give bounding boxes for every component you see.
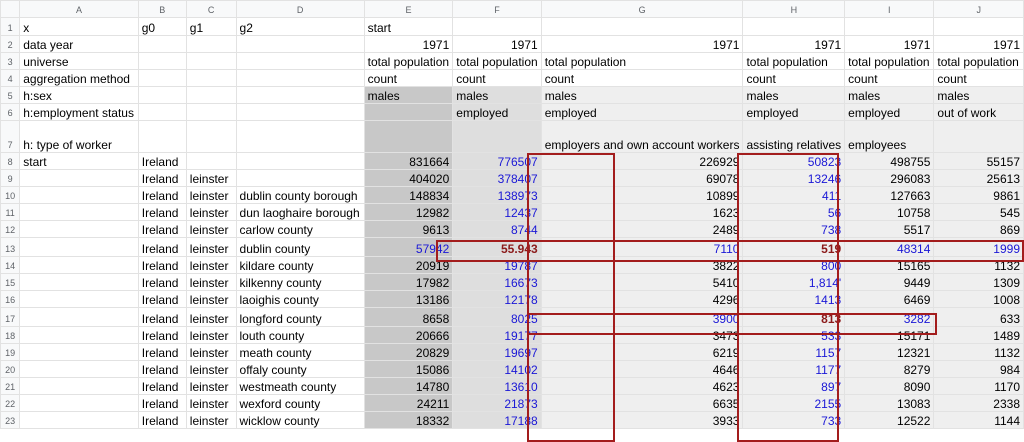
cell-i8[interactable]: 498755 xyxy=(845,153,934,170)
cell-a18[interactable] xyxy=(20,327,139,344)
cell-h16[interactable]: 1413 xyxy=(743,291,845,308)
cell-j6[interactable]: out of work xyxy=(934,104,1024,121)
cell-f19[interactable]: 19697 xyxy=(453,344,541,361)
cell-d21[interactable]: westmeath county xyxy=(236,378,364,395)
cell-g23[interactable]: 3933 xyxy=(541,412,743,429)
cell-h11[interactable]: 56 xyxy=(743,204,845,221)
cell-c11[interactable]: leinster xyxy=(186,204,236,221)
cell-g11[interactable]: 1623 xyxy=(541,204,743,221)
cell-a16[interactable] xyxy=(20,291,139,308)
cell-g10[interactable]: 10899 xyxy=(541,187,743,204)
cell-g8[interactable]: 226929 xyxy=(541,153,743,170)
cell-j2[interactable]: 1971 xyxy=(934,36,1024,53)
cell-b22[interactable]: Ireland xyxy=(138,395,186,412)
cell-g9[interactable]: 69078 xyxy=(541,170,743,187)
cell-c13[interactable]: leinster xyxy=(186,238,236,257)
cell-b9[interactable]: Ireland xyxy=(138,170,186,187)
cell-c23[interactable]: leinster xyxy=(186,412,236,429)
cell-c16[interactable]: leinster xyxy=(186,291,236,308)
cell-c7[interactable] xyxy=(186,121,236,153)
cell-d2[interactable] xyxy=(236,36,364,53)
cell-g22[interactable]: 6635 xyxy=(541,395,743,412)
cell-h2[interactable]: 1971 xyxy=(743,36,845,53)
cell-i18[interactable]: 15171 xyxy=(845,327,934,344)
cell-b3[interactable] xyxy=(138,53,186,70)
cell-b10[interactable]: Ireland xyxy=(138,187,186,204)
select-all-corner[interactable] xyxy=(1,1,20,18)
cell-j12[interactable]: 869 xyxy=(934,221,1024,238)
cell-b18[interactable]: Ireland xyxy=(138,327,186,344)
cell-c2[interactable] xyxy=(186,36,236,53)
row-header-15[interactable]: 15 xyxy=(1,274,20,291)
cell-i16[interactable]: 6469 xyxy=(845,291,934,308)
cell-f23[interactable]: 17188 xyxy=(453,412,541,429)
cell-a7[interactable]: h: type of worker xyxy=(20,121,139,153)
cell-d18[interactable]: louth county xyxy=(236,327,364,344)
cell-a21[interactable] xyxy=(20,378,139,395)
cell-e3[interactable]: total population xyxy=(364,53,453,70)
cell-d17[interactable]: longford county xyxy=(236,308,364,327)
cell-i12[interactable]: 5517 xyxy=(845,221,934,238)
cell-e5[interactable]: males xyxy=(364,87,453,104)
sheet-row-3 xyxy=(1,53,1024,70)
cell-b4[interactable] xyxy=(138,70,186,87)
sheet-row-5 xyxy=(1,87,1024,104)
cell-f9[interactable]: 378407 xyxy=(453,170,541,187)
cell-i2[interactable]: 1971 xyxy=(845,36,934,53)
cell-e18[interactable]: 20666 xyxy=(364,327,453,344)
cell-i11[interactable]: 10758 xyxy=(845,204,934,221)
cell-e19[interactable]: 20829 xyxy=(364,344,453,361)
cell-f3[interactable]: total population xyxy=(453,53,541,70)
cell-b17[interactable]: Ireland xyxy=(138,308,186,327)
column-header-i[interactable]: I xyxy=(845,1,934,18)
cell-d11[interactable]: dun laoghaire borough xyxy=(236,204,364,221)
cell-d15[interactable]: kilkenny county xyxy=(236,274,364,291)
cell-a4[interactable]: aggregation method xyxy=(20,70,139,87)
cell-h13[interactable]: 519 xyxy=(743,238,845,257)
cell-a6[interactable]: h:employment status xyxy=(20,104,139,121)
cell-e14[interactable]: 20919 xyxy=(364,257,453,274)
cell-a17[interactable] xyxy=(20,308,139,327)
cell-d5[interactable] xyxy=(236,87,364,104)
cell-c10[interactable]: leinster xyxy=(186,187,236,204)
row-header-23[interactable]: 23 xyxy=(1,412,20,429)
row-header-22[interactable]: 22 xyxy=(1,395,20,412)
sheet-row-13 xyxy=(1,238,1024,257)
cell-f2[interactable]: 1971 xyxy=(453,36,541,53)
cell-a5[interactable]: h:sex xyxy=(20,87,139,104)
cell-f10[interactable]: 138973 xyxy=(453,187,541,204)
cell-a9[interactable] xyxy=(20,170,139,187)
cell-d14[interactable]: kildare county xyxy=(236,257,364,274)
cell-g5[interactable]: males xyxy=(541,87,743,104)
cell-d3[interactable] xyxy=(236,53,364,70)
row-header-7[interactable]: 7 xyxy=(1,121,20,153)
cell-g14[interactable]: 3822 xyxy=(541,257,743,274)
cell-b5[interactable] xyxy=(138,87,186,104)
cell-j4[interactable]: count xyxy=(934,70,1024,87)
cell-g13[interactable]: 7110 xyxy=(541,238,743,257)
cell-e4[interactable]: count xyxy=(364,70,453,87)
cell-a22[interactable] xyxy=(20,395,139,412)
cell-h6[interactable]: employed xyxy=(743,104,845,121)
column-header-row xyxy=(1,1,1024,18)
row-header-8[interactable]: 8 xyxy=(1,153,20,170)
cell-d12[interactable]: carlow county xyxy=(236,221,364,238)
cell-c21[interactable]: leinster xyxy=(186,378,236,395)
cell-c9[interactable]: leinster xyxy=(186,170,236,187)
cell-d22[interactable]: wexford county xyxy=(236,395,364,412)
cell-e16[interactable]: 13186 xyxy=(364,291,453,308)
cell-b11[interactable]: Ireland xyxy=(138,204,186,221)
cell-i23[interactable]: 12522 xyxy=(845,412,934,429)
cell-f15[interactable]: 16673 xyxy=(453,274,541,291)
cell-a3[interactable]: universe xyxy=(20,53,139,70)
cell-i21[interactable]: 8090 xyxy=(845,378,934,395)
cell-h14[interactable]: 800 xyxy=(743,257,845,274)
cell-g16[interactable]: 4296 xyxy=(541,291,743,308)
row-header-18[interactable]: 18 xyxy=(1,327,20,344)
sheet-row-21 xyxy=(1,378,1024,395)
cell-c6[interactable] xyxy=(186,104,236,121)
cell-f21[interactable]: 13610 xyxy=(453,378,541,395)
sheet-row-7 xyxy=(1,121,1024,153)
cell-f12[interactable]: 8744 xyxy=(453,221,541,238)
cell-j18[interactable]: 1489 xyxy=(934,327,1024,344)
cell-h4[interactable]: count xyxy=(743,70,845,87)
cell-f22[interactable]: 21873 xyxy=(453,395,541,412)
cell-i5[interactable]: males xyxy=(845,87,934,104)
cell-c4[interactable] xyxy=(186,70,236,87)
cell-d23[interactable]: wicklow county xyxy=(236,412,364,429)
cell-a2[interactable]: data year xyxy=(20,36,139,53)
cell-c5[interactable] xyxy=(186,87,236,104)
column-header-j[interactable]: J xyxy=(934,1,1024,18)
sheet-row-6 xyxy=(1,104,1024,121)
cell-d6[interactable] xyxy=(236,104,364,121)
cell-i10[interactable]: 127663 xyxy=(845,187,934,204)
cell-b1[interactable]: g0 xyxy=(138,18,186,36)
sheet-row-18 xyxy=(1,327,1024,344)
column-header-d[interactable]: D xyxy=(236,1,364,18)
cell-a11[interactable] xyxy=(20,204,139,221)
cell-a8[interactable]: start xyxy=(20,153,139,170)
sheet-row-2 xyxy=(1,36,1024,53)
cell-b16[interactable]: Ireland xyxy=(138,291,186,308)
cell-d1[interactable]: g2 xyxy=(236,18,364,36)
cell-a1[interactable]: x xyxy=(20,18,139,36)
cell-i1[interactable] xyxy=(845,18,934,36)
cell-f7[interactable] xyxy=(453,121,541,153)
cell-f11[interactable]: 12437 xyxy=(453,204,541,221)
cell-f5[interactable]: males xyxy=(453,87,541,104)
cell-h10[interactable]: 411 xyxy=(743,187,845,204)
row-header-19[interactable]: 19 xyxy=(1,344,20,361)
cell-b14[interactable]: Ireland xyxy=(138,257,186,274)
cell-j20[interactable]: 984 xyxy=(934,361,1024,378)
row-header-1[interactable]: 1 xyxy=(1,18,20,36)
sheet-row-15 xyxy=(1,274,1024,291)
sheet-row-4 xyxy=(1,70,1024,87)
cell-c15[interactable]: leinster xyxy=(186,274,236,291)
row-header-17[interactable]: 17 xyxy=(1,308,20,327)
sheet-row-16 xyxy=(1,291,1024,308)
row-header-13[interactable]: 13 xyxy=(1,238,20,257)
cell-i17[interactable]: 3282 xyxy=(845,308,934,327)
sheet-row-19 xyxy=(1,344,1024,361)
cell-h23[interactable]: 733 xyxy=(743,412,845,429)
sheet-row-11 xyxy=(1,204,1024,221)
cell-e23[interactable]: 18332 xyxy=(364,412,453,429)
cell-b23[interactable]: Ireland xyxy=(138,412,186,429)
row-header-14[interactable]: 14 xyxy=(1,257,20,274)
row-header-2[interactable]: 2 xyxy=(1,36,20,53)
cell-c17[interactable]: leinster xyxy=(186,308,236,327)
cell-h7[interactable]: assisting relatives xyxy=(743,121,845,153)
cell-j21[interactable]: 1170 xyxy=(934,378,1024,395)
cell-d13[interactable]: dublin county xyxy=(236,238,364,257)
cell-a15[interactable] xyxy=(20,274,139,291)
cell-g7[interactable]: employers and own account workers xyxy=(541,121,743,153)
cell-e8[interactable]: 831664 xyxy=(364,153,453,170)
sheet-row-12 xyxy=(1,221,1024,238)
column-header-b[interactable]: B xyxy=(138,1,186,18)
cell-e22[interactable]: 24211 xyxy=(364,395,453,412)
cell-g3[interactable]: total population xyxy=(541,53,743,70)
cell-h15[interactable]: 1,814' xyxy=(743,274,845,291)
cell-c18[interactable]: leinster xyxy=(186,327,236,344)
cell-i3[interactable]: total population xyxy=(845,53,934,70)
cell-b7[interactable] xyxy=(138,121,186,153)
cell-c12[interactable]: leinster xyxy=(186,221,236,238)
cell-i15[interactable]: 9449 xyxy=(845,274,934,291)
cell-i13[interactable]: 48314 xyxy=(845,238,934,257)
cell-h19[interactable]: 1157 xyxy=(743,344,845,361)
cell-h8[interactable]: 50823 xyxy=(743,153,845,170)
cell-b19[interactable]: Ireland xyxy=(138,344,186,361)
cell-j11[interactable]: 545 xyxy=(934,204,1024,221)
cell-j14[interactable]: 1132 xyxy=(934,257,1024,274)
cell-j10[interactable]: 9861 xyxy=(934,187,1024,204)
cell-a23[interactable] xyxy=(20,412,139,429)
cell-a19[interactable] xyxy=(20,344,139,361)
cell-j8[interactable]: 55157 xyxy=(934,153,1024,170)
cell-e17[interactable]: 8658 xyxy=(364,308,453,327)
row-header-10[interactable]: 10 xyxy=(1,187,20,204)
cell-i19[interactable]: 12321 xyxy=(845,344,934,361)
cell-c3[interactable] xyxy=(186,53,236,70)
cell-g12[interactable]: 2489 xyxy=(541,221,743,238)
cell-a13[interactable] xyxy=(20,238,139,257)
cell-j15[interactable]: 1309 xyxy=(934,274,1024,291)
cell-f6[interactable]: employed xyxy=(453,104,541,121)
row-header-16[interactable]: 16 xyxy=(1,291,20,308)
row-header-5[interactable]: 5 xyxy=(1,87,20,104)
cell-a14[interactable] xyxy=(20,257,139,274)
cell-h21[interactable]: 897 xyxy=(743,378,845,395)
row-header-12[interactable]: 12 xyxy=(1,221,20,238)
cell-i20[interactable]: 8279 xyxy=(845,361,934,378)
cell-g20[interactable]: 4646 xyxy=(541,361,743,378)
cell-d16[interactable]: laoighis county xyxy=(236,291,364,308)
cell-h17[interactable]: 813 xyxy=(743,308,845,327)
cell-f14[interactable]: 19787 xyxy=(453,257,541,274)
cell-d8[interactable] xyxy=(236,153,364,170)
cell-f16[interactable]: 12178 xyxy=(453,291,541,308)
cell-g21[interactable]: 4623 xyxy=(541,378,743,395)
cell-c8[interactable] xyxy=(186,153,236,170)
cell-e13[interactable]: 57942 xyxy=(364,238,453,257)
cell-b6[interactable] xyxy=(138,104,186,121)
cell-e10[interactable]: 148834 xyxy=(364,187,453,204)
cell-g18[interactable]: 3473 xyxy=(541,327,743,344)
sheet-row-22 xyxy=(1,395,1024,412)
cell-d10[interactable]: dublin county borough xyxy=(236,187,364,204)
cell-b12[interactable]: Ireland xyxy=(138,221,186,238)
column-header-h[interactable]: H xyxy=(743,1,845,18)
column-header-f[interactable]: F xyxy=(453,1,541,18)
cell-b21[interactable]: Ireland xyxy=(138,378,186,395)
cell-j22[interactable]: 2338 xyxy=(934,395,1024,412)
cell-e9[interactable]: 404020 xyxy=(364,170,453,187)
cell-e15[interactable]: 17982 xyxy=(364,274,453,291)
cell-g2[interactable]: 1971 xyxy=(541,36,743,53)
cell-h5[interactable]: males xyxy=(743,87,845,104)
cell-c14[interactable]: leinster xyxy=(186,257,236,274)
row-header-3[interactable]: 3 xyxy=(1,53,20,70)
row-header-21[interactable]: 21 xyxy=(1,378,20,395)
cell-e12[interactable]: 9613 xyxy=(364,221,453,238)
cell-a10[interactable] xyxy=(20,187,139,204)
sheet-row-14 xyxy=(1,257,1024,274)
cell-e11[interactable]: 12982 xyxy=(364,204,453,221)
cell-f13[interactable]: 55.943 xyxy=(453,238,541,257)
sheet-row-10 xyxy=(1,187,1024,204)
cell-h22[interactable]: 2155 xyxy=(743,395,845,412)
cell-f8[interactable]: 776507 xyxy=(453,153,541,170)
sheet-row-23 xyxy=(1,412,1024,429)
cell-j1[interactable] xyxy=(934,18,1024,36)
cell-d19[interactable]: meath county xyxy=(236,344,364,361)
cell-e20[interactable]: 15086 xyxy=(364,361,453,378)
cell-e7[interactable] xyxy=(364,121,453,153)
cell-i14[interactable]: 15165 xyxy=(845,257,934,274)
sheet-row-9 xyxy=(1,170,1024,187)
cell-a20[interactable] xyxy=(20,361,139,378)
row-header-4[interactable]: 4 xyxy=(1,70,20,87)
cell-a12[interactable] xyxy=(20,221,139,238)
cell-i6[interactable]: employed xyxy=(845,104,934,121)
cell-h1[interactable] xyxy=(743,18,845,36)
cell-j23[interactable]: 1144 xyxy=(934,412,1024,429)
cell-h9[interactable]: 13246 xyxy=(743,170,845,187)
cell-j3[interactable]: total population xyxy=(934,53,1024,70)
cell-c19[interactable]: leinster xyxy=(186,344,236,361)
row-header-11[interactable]: 11 xyxy=(1,204,20,221)
cell-c1[interactable]: g1 xyxy=(186,18,236,36)
cell-b8[interactable]: Ireland xyxy=(138,153,186,170)
cell-b15[interactable]: Ireland xyxy=(138,274,186,291)
cell-h18[interactable]: 533 xyxy=(743,327,845,344)
cell-d20[interactable]: offaly county xyxy=(236,361,364,378)
cell-g1[interactable] xyxy=(541,18,743,36)
cell-j9[interactable]: 25613 xyxy=(934,170,1024,187)
column-header-g[interactable]: G xyxy=(541,1,743,18)
cell-f4[interactable]: count xyxy=(453,70,541,87)
sheet-row-20 xyxy=(1,361,1024,378)
cell-i7[interactable]: employees xyxy=(845,121,934,153)
cell-f18[interactable]: 19177 xyxy=(453,327,541,344)
cell-j7[interactable] xyxy=(934,121,1024,153)
cell-h20[interactable]: 1177 xyxy=(743,361,845,378)
cell-g4[interactable]: count xyxy=(541,70,743,87)
cell-i22[interactable]: 13083 xyxy=(845,395,934,412)
cell-j13[interactable]: 1999 xyxy=(934,238,1024,257)
cell-g6[interactable]: employed xyxy=(541,104,743,121)
cell-e21[interactable]: 14780 xyxy=(364,378,453,395)
cell-g17[interactable]: 3900 xyxy=(541,308,743,327)
cell-c22[interactable]: leinster xyxy=(186,395,236,412)
column-header-e[interactable]: E xyxy=(364,1,453,18)
cell-d7[interactable] xyxy=(236,121,364,153)
cell-j16[interactable]: 1008 xyxy=(934,291,1024,308)
cell-b20[interactable]: Ireland xyxy=(138,361,186,378)
cell-e6[interactable] xyxy=(364,104,453,121)
cell-j19[interactable]: 1132 xyxy=(934,344,1024,361)
cell-d9[interactable] xyxy=(236,170,364,187)
sheet-row-8 xyxy=(1,153,1024,170)
cell-e1[interactable]: start xyxy=(364,18,453,36)
cell-h12[interactable]: 738 xyxy=(743,221,845,238)
cell-b2[interactable] xyxy=(138,36,186,53)
cell-i4[interactable]: count xyxy=(845,70,934,87)
cell-h3[interactable]: total population xyxy=(743,53,845,70)
cell-e2[interactable]: 1971 xyxy=(364,36,453,53)
cell-f17[interactable]: 8025 xyxy=(453,308,541,327)
cell-f1[interactable] xyxy=(453,18,541,36)
cell-j5[interactable]: males xyxy=(934,87,1024,104)
sheet-row-1 xyxy=(1,18,1024,36)
sheet-row-17 xyxy=(1,308,1024,327)
cell-g15[interactable]: 5410 xyxy=(541,274,743,291)
column-header-a[interactable]: A xyxy=(20,1,139,18)
row-header-20[interactable]: 20 xyxy=(1,361,20,378)
cell-f20[interactable]: 14102 xyxy=(453,361,541,378)
cell-d4[interactable] xyxy=(236,70,364,87)
row-header-6[interactable]: 6 xyxy=(1,104,20,121)
cell-i9[interactable]: 296083 xyxy=(845,170,934,187)
cell-g19[interactable]: 6219 xyxy=(541,344,743,361)
row-header-9[interactable]: 9 xyxy=(1,170,20,187)
cell-b13[interactable]: Ireland xyxy=(138,238,186,257)
cell-j17[interactable]: 633 xyxy=(934,308,1024,327)
column-header-c[interactable]: C xyxy=(186,1,236,18)
cell-c20[interactable]: leinster xyxy=(186,361,236,378)
